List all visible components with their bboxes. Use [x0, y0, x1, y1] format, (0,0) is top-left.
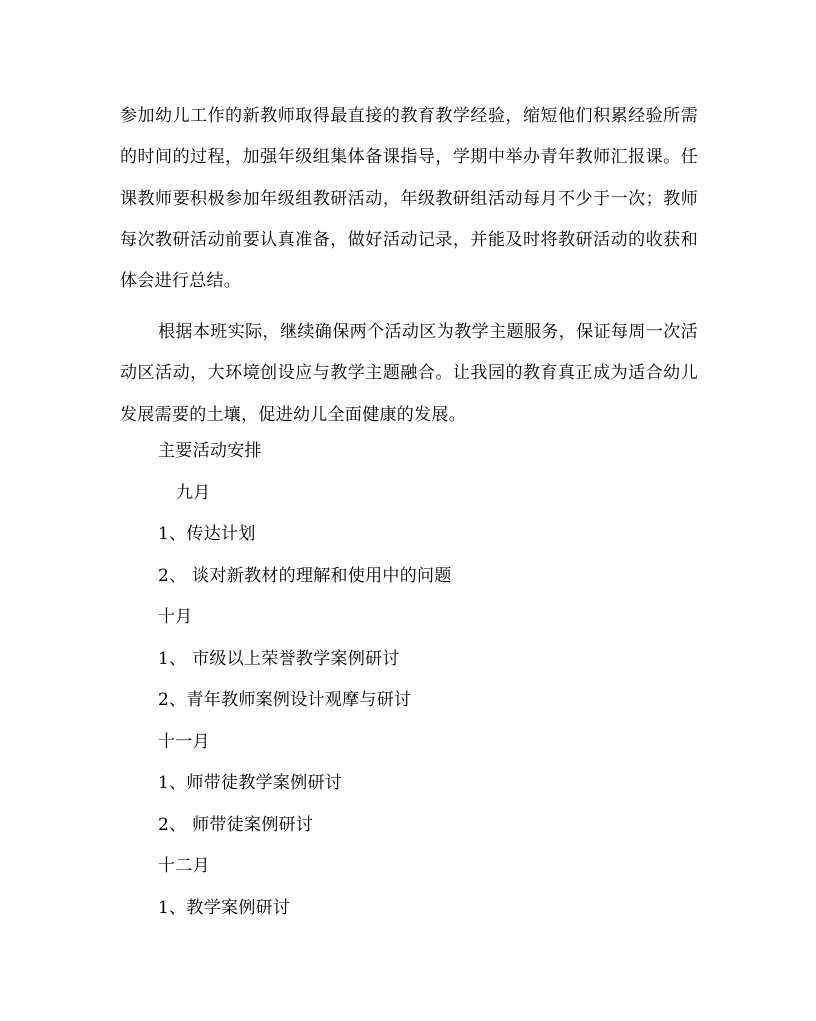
month-heading: 十二月	[158, 856, 210, 876]
body-paragraph: 根据本班实际，继续确保两个活动区为教学主题服务，保证每周一次活动区活动，大环境创设应与教学主题融合。让我园的教育真正成为适合幼儿发展需要的土壤，促进幼儿全面健康的发展。	[120, 322, 698, 425]
schedule-item: 2、 师带徒案例研讨	[158, 815, 314, 835]
schedule-item: 2、 谈对新教材的理解和使用中的问题	[158, 566, 452, 586]
schedule-item: 1、传达计划	[158, 524, 256, 544]
schedule-item: 1、师带徒教学案例研讨	[158, 773, 343, 793]
month-heading: 九月	[176, 483, 211, 503]
schedule-item: 2、青年教师案例设计观摩与研讨	[158, 690, 412, 710]
schedule-item: 1、 市级以上荣誉教学案例研讨	[158, 649, 400, 669]
month-heading: 十月	[158, 607, 193, 627]
body-paragraph: 参加幼儿工作的新教师取得最直接的教育教学经验，缩短他们积累经验所需的时间的过程，加强年级组集体备课指导，学期中举办青年教师汇报课。任课教师要积极参加年级组教研活动，年级教研组活动每月不少于一次；教师每次教研活动前要认真准备，做好活动记录，并能及时将教研活动的收获和体会进行总结。	[120, 106, 698, 292]
schedule-heading: 主要活动安排	[158, 441, 262, 461]
month-heading: 十一月	[158, 732, 210, 752]
schedule-item: 1、教学案例研讨	[158, 898, 291, 918]
